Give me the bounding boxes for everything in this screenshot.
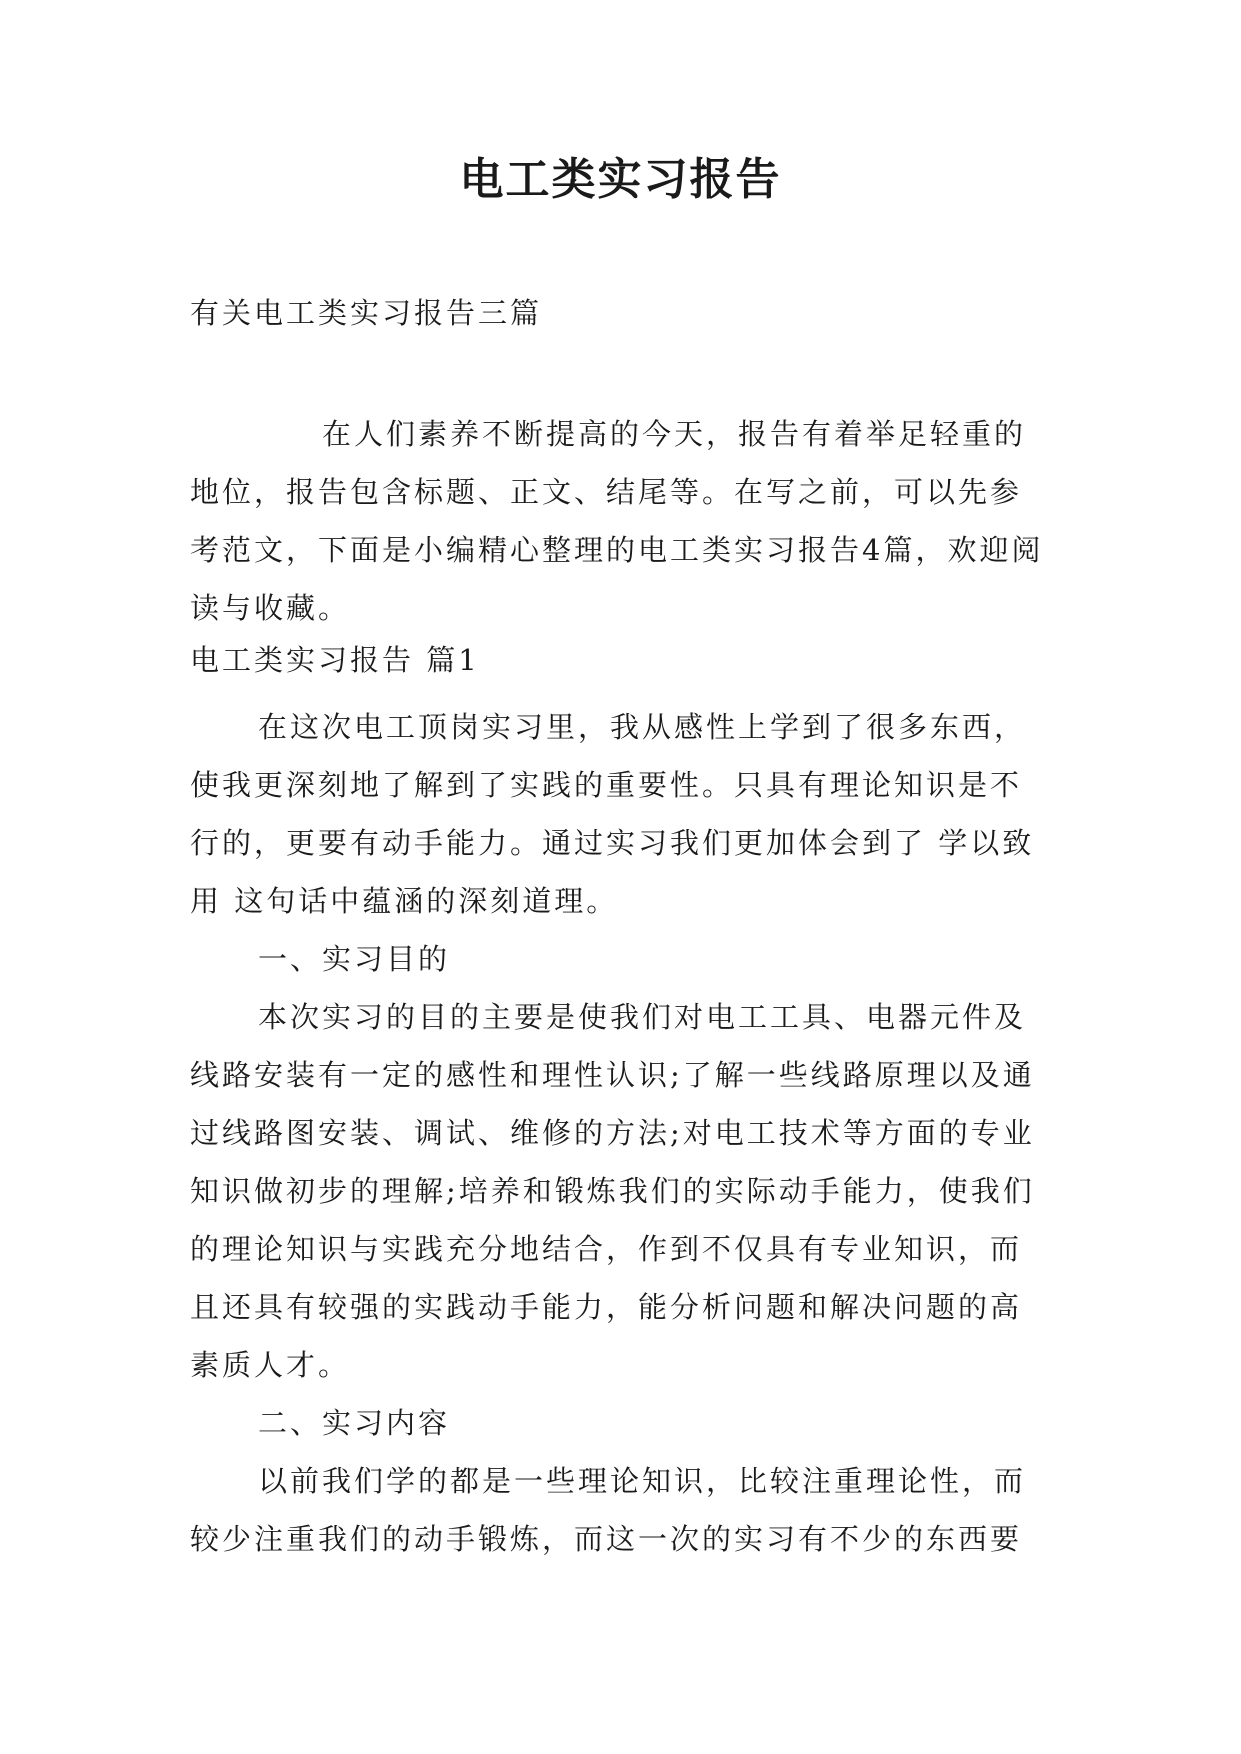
- section-body: [190, 698, 1052, 1568]
- document-subtitle: 有关电工类实习报告三篇: [190, 296, 543, 330]
- section-heading-purpose: 一、实习目的: [258, 942, 451, 976]
- section-title: 电工类实习报告 篇1: [190, 643, 480, 677]
- body-paragraph: 本次实习的目的主要是使我们对电工工具、电器元件及线路安装有一定的感性和理性认识;了解一些线路原理以及通过线路图安装、调试、维修的方法;对电工技术等方面的专业知识做初步的理解;培养和锻炼我们的实际动手能力，使我们的理论知识与实践充分地结合，作到不仅具有专业知识，而且还具有较强的实践动手能力，能分析问题和解决问题的高素质人才。: [190, 1000, 1035, 1382]
- body-paragraph: 在这次电工顶岗实习里，我从感性上学到了很多东西，使我更深刻地了解到了实践的重要性。只具有理论知识是不行的，更要有动手能力。通过实习我们更加体会到了 学以致用 这句话中蕴涵的深刻道理。: [190, 710, 1035, 918]
- page-title: 电工类实习报告: [459, 154, 782, 205]
- intro-paragraph: 在人们素养不断提高的今天，报告有着举足轻重的地位，报告包含标题、正文、结尾等。在写之前，可以先参考范文，下面是小编精心整理的电工类实习报告4篇，欢迎阅读与收藏。: [190, 417, 1044, 625]
- body-paragraph: 以前我们学的都是一些理论知识，比较注重理论性，而较少注重我们的动手锻炼，而这一次的实习有不少的东西要: [190, 1464, 1027, 1556]
- section-heading-content: 二、实习内容: [258, 1406, 451, 1440]
